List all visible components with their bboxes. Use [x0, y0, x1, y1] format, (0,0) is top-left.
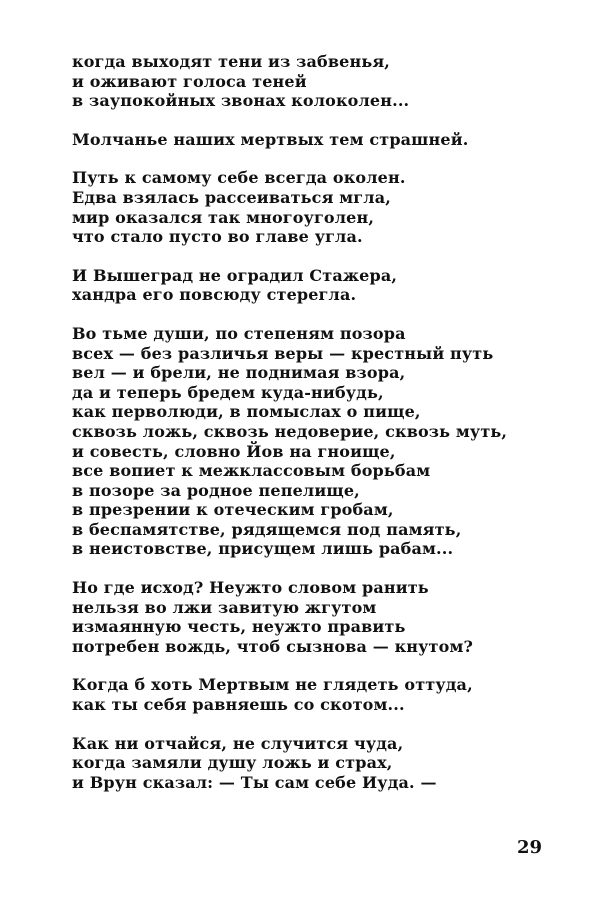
stanza-3 — [72, 168, 532, 246]
stanza-2 — [72, 130, 532, 150]
poem-line: как ты себя равняешь со скотом... — [72, 695, 405, 715]
stanza-gap — [72, 305, 532, 324]
poem-line: что стало пусто во главе угла. — [72, 227, 363, 247]
poem-line: в неистовстве, присущем лишь рабам... — [72, 539, 454, 559]
poem-line: в заупокойных звонах колоколен... — [72, 91, 410, 111]
poem-line: измаянную честь, неужто править — [72, 617, 406, 637]
poem-line: нельзя во лжи завитую жгутом — [72, 597, 377, 617]
poem-line: Во тьме души, по степеням позора — [72, 323, 406, 343]
poem-line: хандра его повсюду стерегла. — [72, 285, 357, 305]
poem-line: и оживают голоса теней — [72, 71, 307, 91]
stanza-gap — [72, 656, 532, 675]
poem-line: всех — без различья веры — крестный путь — [72, 343, 494, 363]
stanza-gap — [72, 559, 532, 578]
page-number: 29 — [516, 837, 542, 858]
poem-line: Когда б хоть Мертвым не глядеть оттуда, — [72, 675, 473, 695]
poem-line: Путь к самому себе всегда околен. — [72, 168, 406, 188]
poem-line: и совесть, словно Йов на гноище, — [72, 441, 396, 461]
poem-line: Едва взялась рассеиваться мгла, — [72, 187, 391, 207]
stanza-8 — [72, 734, 532, 793]
poem-line: И Вышеград не оградил Стажера, — [72, 265, 398, 285]
poem-line: потребен вождь, чтоб сызнова — кнутом? — [72, 636, 474, 656]
stanza-6 — [72, 578, 532, 656]
stanza-gap — [72, 111, 532, 130]
poem-line: Но где исход? Неужто словом ранить — [72, 578, 429, 598]
stanza-5 — [72, 324, 532, 559]
poem-text — [72, 52, 532, 792]
poem-line: в позоре за родное пепелище, — [72, 480, 360, 500]
stanza-gap — [72, 149, 532, 168]
poem-line: когда выходят тени из забвенья, — [72, 52, 391, 71]
poem-line: вел — и брели, не поднимая взора, — [72, 363, 406, 383]
stanza-1 — [72, 52, 532, 111]
stanza-4 — [72, 266, 532, 305]
stanza-gap — [72, 247, 532, 266]
stanza-7 — [72, 675, 532, 714]
poem-line: Молчанье наших мертвых тем страшней. — [72, 129, 469, 149]
poem-line: да и теперь бредем куда-нибудь, — [72, 382, 384, 402]
poem-line: все вопиет к межклассовым борьбам — [72, 461, 431, 481]
poem-line: сквозь ложь, сквозь недоверие, сквозь муть, — [72, 421, 508, 441]
poem-line: и Врун сказал: — Ты сам себе Иуда. — — [72, 772, 437, 792]
poem-line: в беспамятстве, рядящемся под память, — [72, 519, 462, 539]
poem-line: когда замяли душу ложь и страх, — [72, 753, 393, 773]
stanza-gap — [72, 715, 532, 734]
poem-line: мир оказался так многоуголен, — [72, 207, 375, 227]
poem-line: Как ни отчайся, не случится чуда, — [72, 733, 404, 753]
poem-line: как перволюди, в помыслах о пище, — [72, 402, 421, 422]
poem-line: в презрении к отеческим гробам, — [72, 500, 394, 520]
